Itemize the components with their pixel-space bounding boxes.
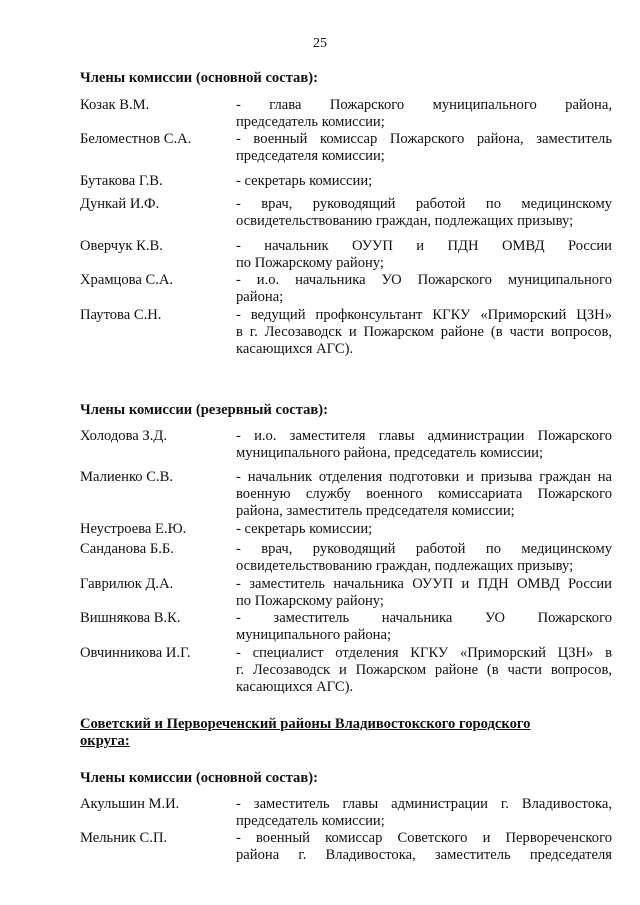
member-name: Малиенко С.В. bbox=[80, 469, 174, 485]
member-name: Дункай И.Ф. bbox=[80, 196, 160, 212]
member-role: - заместитель начальника УО Пожарского муниципального района; bbox=[236, 610, 612, 643]
page-number: 25 bbox=[313, 36, 327, 51]
member-role: - глава Пожарского муниципального района, председатель комиссии; bbox=[236, 97, 612, 130]
member-role: - начальник ОУУП и ПДН ОМВД России по Пожарскому району; bbox=[236, 238, 612, 271]
member-role: - врач, руководящий работой по медицинскому освидетельствованию граждан, подлежащих призыву; bbox=[236, 541, 612, 574]
member-role: - заместитель главы администрации г. Владивостока, председатель комиссии; bbox=[236, 796, 612, 829]
member-name: Беломестнов С.А. bbox=[80, 131, 192, 147]
member-name: Паутова С.Н. bbox=[80, 307, 162, 323]
member-name: Санданова Б.Б. bbox=[80, 541, 174, 557]
member-name: Бутакова Г.В. bbox=[80, 173, 163, 189]
member-role: - специалист отделения КГКУ «Приморский ЦЗН» в г. Лесозаводск и Пожарском районе (в части вопросов, касающихся АГС). bbox=[236, 645, 612, 695]
member-name: Вишнякова В.К. bbox=[80, 610, 181, 626]
member-role: - врач, руководящий работой по медицинскому освидетельствованию граждан, подлежащих призыву; bbox=[236, 196, 612, 229]
section-heading: Члены комиссии (резервный состав): bbox=[80, 402, 328, 418]
member-name: Неустроева Е.Ю. bbox=[80, 521, 187, 537]
member-name: Гаврилюк Д.А. bbox=[80, 576, 174, 592]
member-role: - и.о. заместителя главы администрации Пожарского муниципального района, председатель комиссии; bbox=[236, 428, 612, 461]
member-name: Оверчук К.В. bbox=[80, 238, 163, 254]
member-role: - секретарь комиссии; bbox=[236, 173, 373, 189]
section-heading: Члены комиссии (основной состав): bbox=[80, 70, 318, 86]
member-name: Козак В.М. bbox=[80, 97, 150, 113]
member-role: - секретарь комиссии; bbox=[236, 521, 373, 537]
district-heading: Советский и Первореченский районы Владивостокского городского округа: bbox=[80, 716, 531, 749]
member-role: - и.о. начальника УО Пожарского муниципального района; bbox=[236, 272, 612, 305]
section-heading: Члены комиссии (основной состав): bbox=[80, 770, 318, 786]
member-role: - заместитель начальника ОУУП и ПДН ОМВД России по Пожарскому району; bbox=[236, 576, 612, 609]
member-role: - военный комиссар Пожарского района, заместитель председателя комиссии; bbox=[236, 131, 612, 164]
member-name: Храмцова С.А. bbox=[80, 272, 174, 288]
member-name: Акульшин М.И. bbox=[80, 796, 180, 812]
member-name: Мельник С.П. bbox=[80, 830, 168, 846]
member-name: Овчинникова И.Г. bbox=[80, 645, 191, 661]
member-role: - ведущий профконсультант КГКУ «Приморский ЦЗН» в г. Лесозаводск и Пожарском районе (в части вопросов, касающихся АГС). bbox=[236, 307, 612, 357]
member-role: - начальник отделения подготовки и призыва граждан на военную службу военного комиссариата Пожарского района, заместитель председателя комиссии; bbox=[236, 469, 612, 519]
member-name: Холодова З.Д. bbox=[80, 428, 167, 444]
member-role: - военный комиссар Советского и Первореченского района г. Владивостока, заместитель председателя bbox=[236, 830, 612, 863]
